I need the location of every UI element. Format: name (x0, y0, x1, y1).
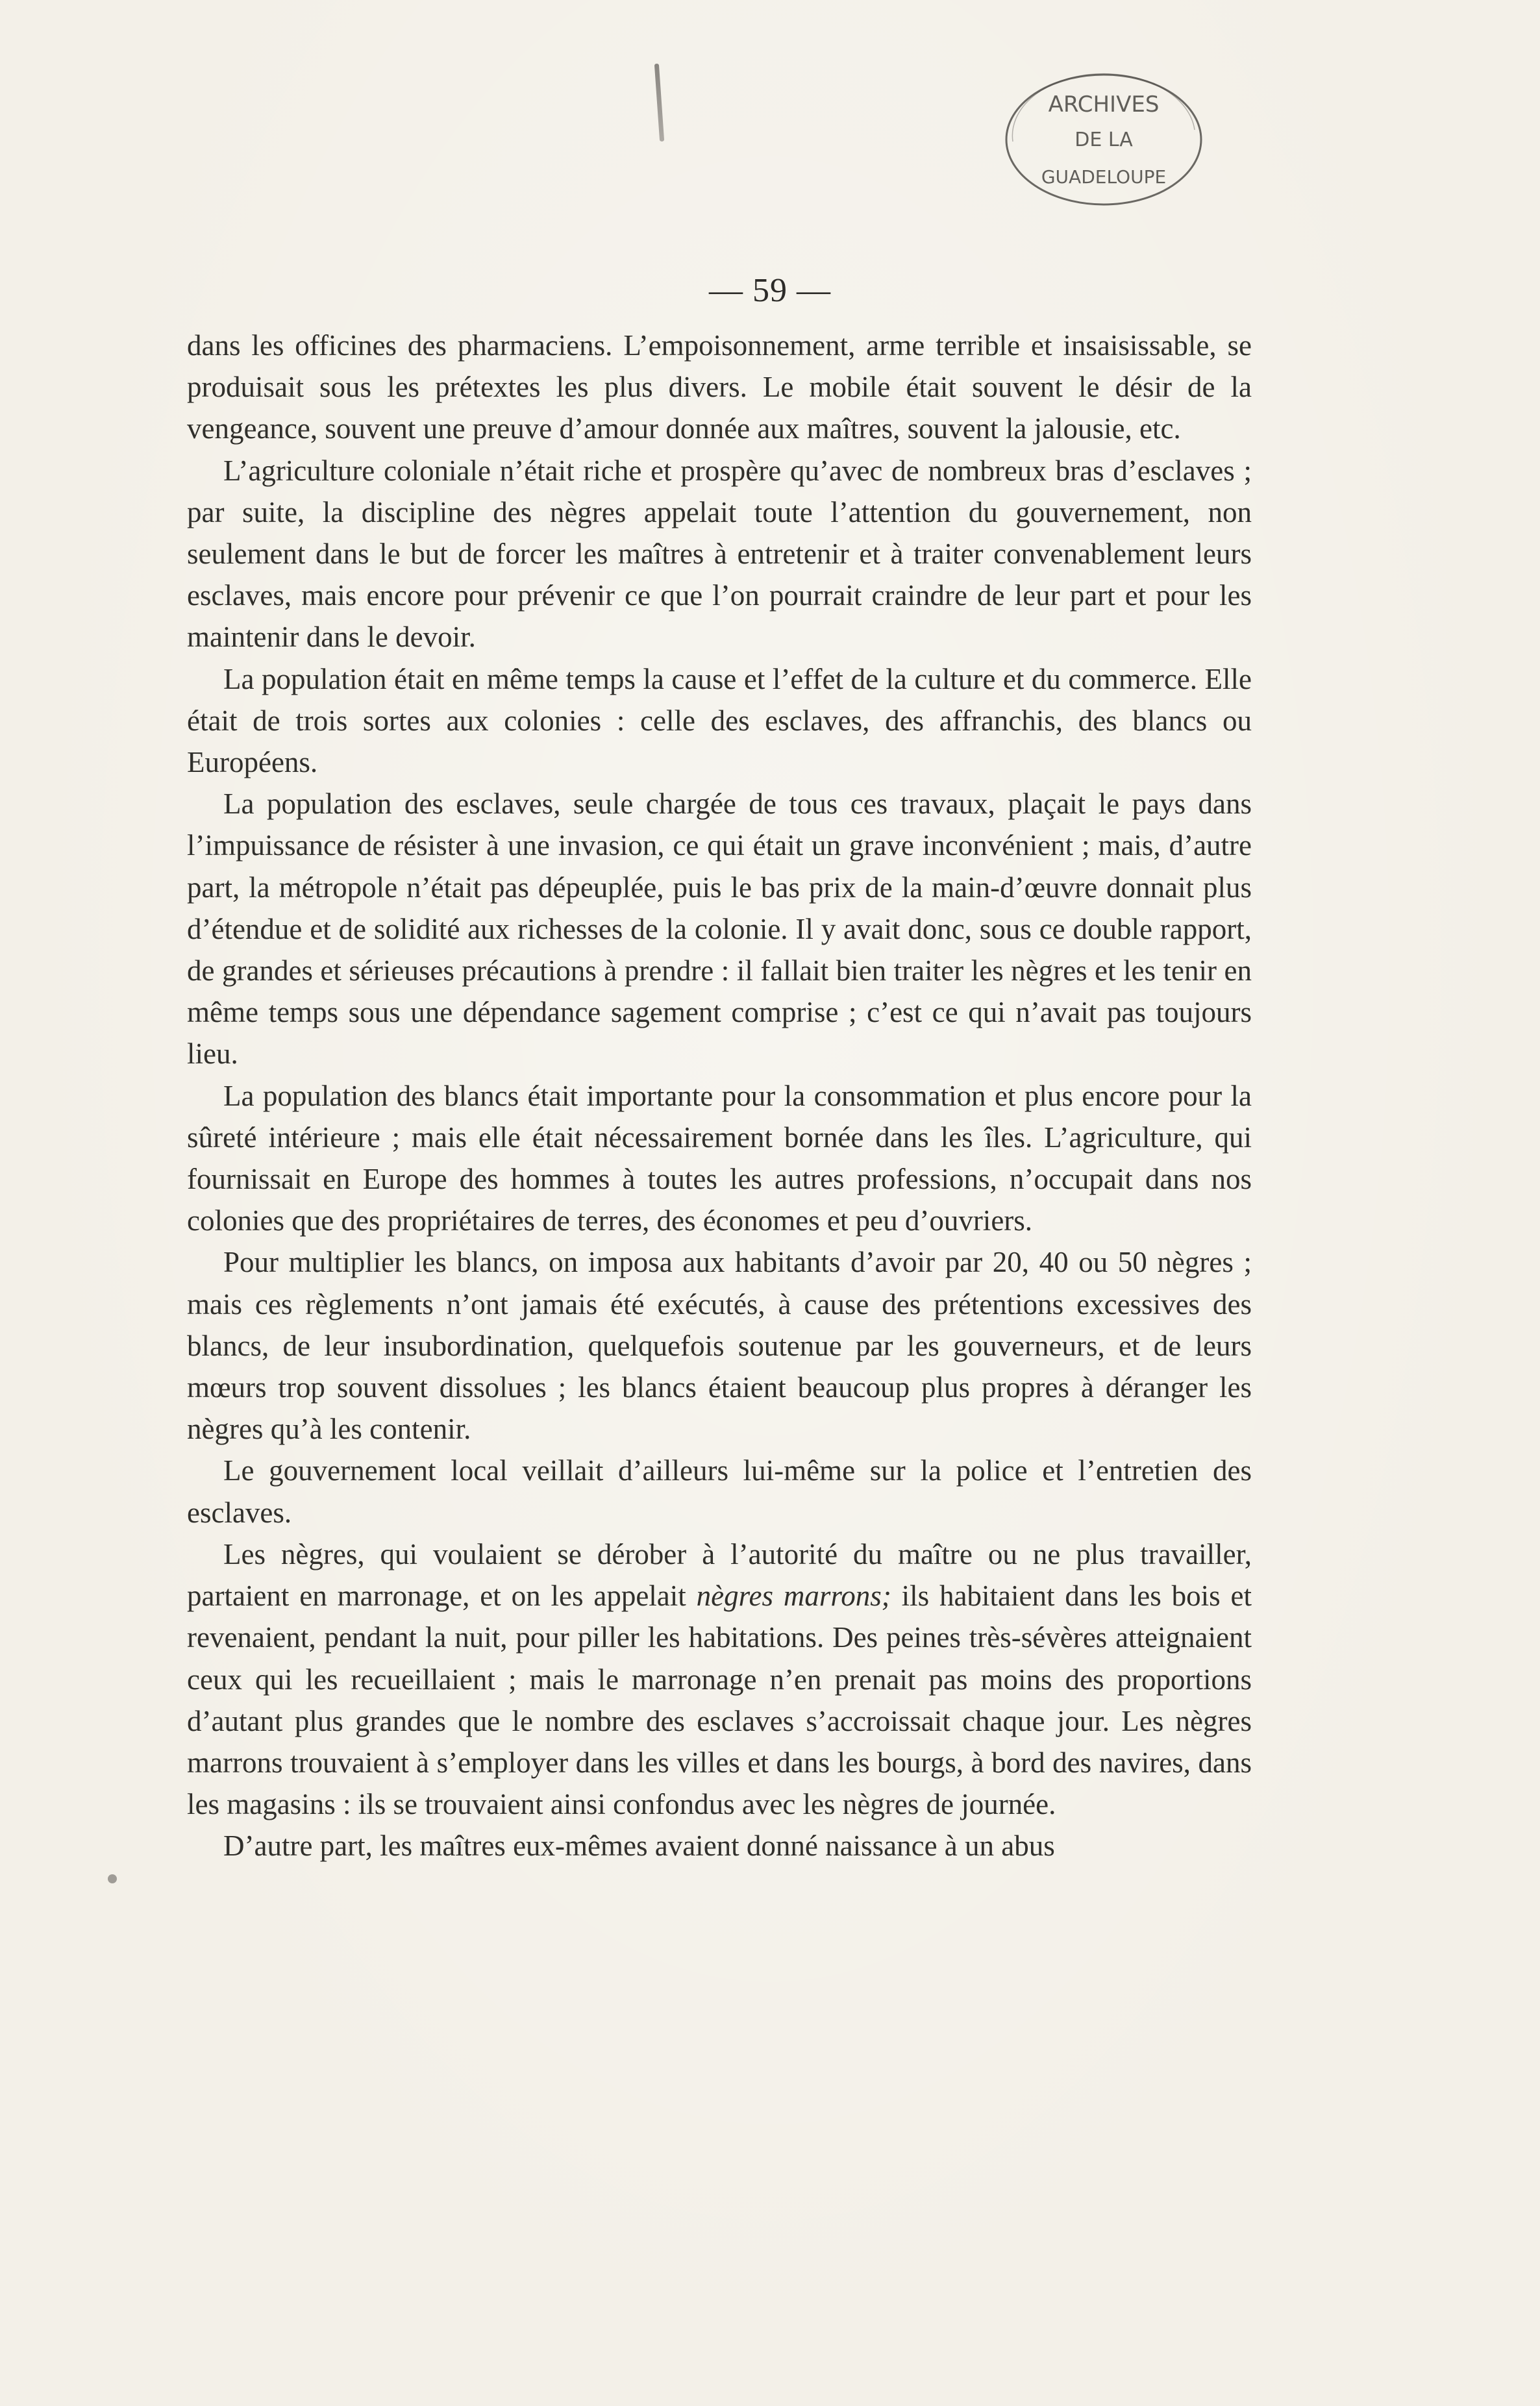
paragraph-4: La population des esclaves, seule chargée de tous ces travaux, plaçait le pays dans l’impuissance de résister à une invasion, ce qui était un grave inconvénient ; mais, d’autre part, la métropole n’était pas dépeuplée, puis le bas prix de la main-d’œuvre donnait plus d’étendue et de solidité aux richesses de la colonie. Il y avait donc, sous ce double rapport, de grandes et sérieuses précautions à prendre : il fallait bien traiter les nègres et les tenir en même temps sous une dépendance sagement comprise ; c’est ce qui n’avait pas toujours lieu. (187, 788, 1252, 1071)
paragraph-6: Pour multiplier les blancs, on imposa aux habitants d’avoir par 20, 40 ou 50 nègres ; mais ces règlements n’ont jamais été exécutés, à cause des prétentions excessives des blancs, de leur insubordination, quelquefois soutenue par les gouverneurs, et de leurs mœurs trop souvent dissolues ; les blancs étaient beaucoup plus propres à déranger les nègres qu’à les contenir. (187, 1246, 1252, 1446)
stamp-line-3: GUADELOUPE (1041, 166, 1167, 188)
paragraph-9: D’autre part, les maîtres eux-mêmes avaient donné naissance à un abus (223, 1829, 1055, 1863)
text-body (187, 325, 1252, 1867)
margin-dot (108, 1874, 117, 1883)
page-number: — 59 — (709, 272, 831, 309)
italic-term: nègres marrons; (696, 1580, 891, 1613)
archives-stamp-icon (997, 65, 1211, 214)
stamp-line-1: ARCHIVES (1048, 92, 1160, 118)
paragraph-3: La population était en même temps la cause et l’effet de la culture et du commerce. Elle était de trois sortes aux colonies : celle des esclaves, des affranchis, des blancs ou Européens. (187, 662, 1252, 779)
stamp-line-2: DE LA (1074, 129, 1133, 151)
paragraph-8-start: Les nègres, qui voulaient se dérober à l’autorité du maître ou ne plus travailler, partaient en marronage, et on les appelait (187, 1537, 1252, 1613)
paragraph-2: L’agriculture coloniale n’était riche et prospère qu’avec de nombreux bras d’esclaves ; par suite, la discipline des nègres appelait toute l’attention du gouvernement, non seulement dans le but de forcer les maîtres à entretenir et à traiter convenablement leurs esclaves, mais encore pour prévenir ce que l’on pourrait craindre de leur part et pour les maintenir dans le devoir. (187, 454, 1252, 654)
paragraph-8 (187, 1533, 1252, 1825)
ink-speck (654, 64, 664, 142)
paragraph-7: Le gouvernement local veillait d’ailleurs lui-même sur la police et l’entretien des esclaves. (187, 1454, 1252, 1529)
paragraph-1: dans les officines des pharmaciens. L’empoisonnement, arme terrible et insaisissable, se produisait sous les prétextes les plus divers. Le mobile était souvent le désir de la vengeance, souvent une preuve d’amour donnée aux maîtres, souvent la jalousie, etc. (187, 329, 1252, 445)
paragraph-8-end: ils habitaient dans les bois et revenaient, pendant la nuit, pour piller les habitations. Des peines très-sévères atteignaient ceux qui les recueillaient ; mais le marronage n’en prenait pas moins des proportions d’autant plus grandes que le nombre des esclaves s’accroissait chaque jour. Les nègres marrons trouvaient à s’employer dans les villes et dans les bourgs, à bord des navires, dans les magasins : ils se trouvaient ainsi confondus avec les nègres de journée. (187, 1580, 1252, 1821)
archives-stamp (997, 65, 1211, 214)
paragraph-5: La population des blancs était importante pour la consommation et plus encore pour la sûreté intérieure ; mais elle était nécessairement bornée dans les îles. L’agriculture, qui fournissait en Europe des hommes à toutes les autres professions, n’occupait dans nos colonies que des propriétaires de terres, des économes et peu d’ouvriers. (187, 1079, 1252, 1237)
